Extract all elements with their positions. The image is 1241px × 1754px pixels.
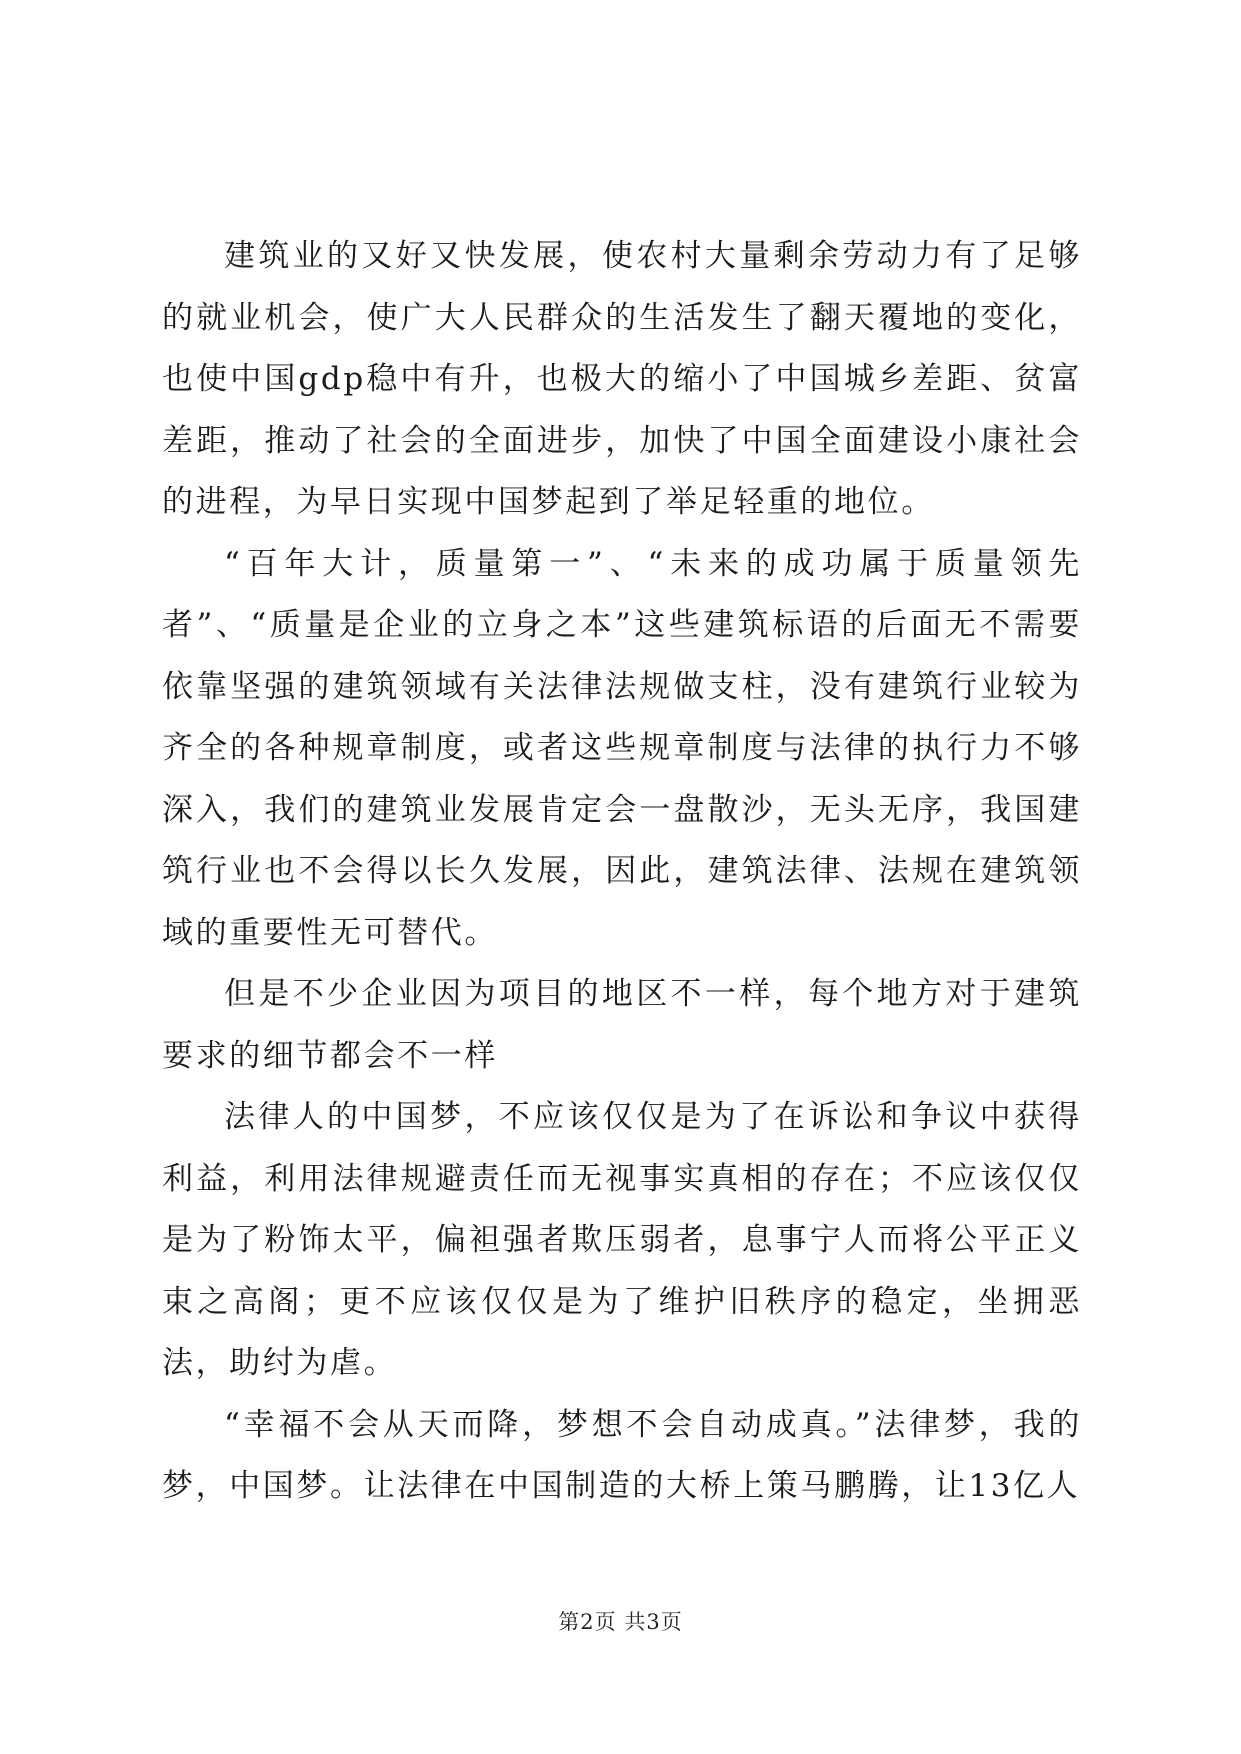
document-body <box>162 226 1082 1518</box>
paragraph-regional-differences: 但是不少企业因为项目的地区不一样，每个地方对于建筑要求的细节都会不一样 <box>162 976 1082 1074</box>
paragraph-construction-development: 建筑业的又好又快发展，使农村大量剩余劳动力有了足够的就业机会，使广大人民群众的生活发生了翻天覆地的变化，也使中国gdp稳中有升，也极大的缩小了中国城乡差距、贫富差距，推动了社会的全面进步，加快了中国全面建设小康社会的进程，为早日实现中国梦起到了举足轻重的地位。 <box>162 238 1082 520</box>
page-number-footer: 第2页 共3页 <box>558 1610 683 1634</box>
paragraph-happiness-quote: “幸福不会从天而降，梦想不会自动成真。”法律梦，我的梦，中国梦。让法律在中国制造的大桥上策马鹏腾，让13亿人 <box>162 1406 1082 1504</box>
paragraph-quality-slogans: “百年大计，质量第一”、“未来的成功属于质量领先者”、“质量是企业的立身之本”这些建筑标语的后面无不需要依靠坚强的建筑领域有关法律法规做支柱，没有建筑行业较为齐全的各种规章制度，或者这些规章制度与法律的执行力不够深入，我们的建筑业发展肯定会一盘散沙，无头无序，我国建筑行业也不会得以长久发展，因此，建筑法律、法规在建筑领域的重要性无可替代。 <box>162 545 1082 951</box>
paragraph-legal-dream: 法律人的中国梦，不应该仅仅是为了在诉讼和争议中获得利益，利用法律规避责任而无视事实真相的存在；不应该仅仅是为了粉饰太平，偏袒强者欺压弱者，息事宁人而将公平正义束之高阁；更不应该仅仅是为了维护旧秩序的稳定，坐拥恶法，助纣为虐。 <box>162 1099 1082 1381</box>
